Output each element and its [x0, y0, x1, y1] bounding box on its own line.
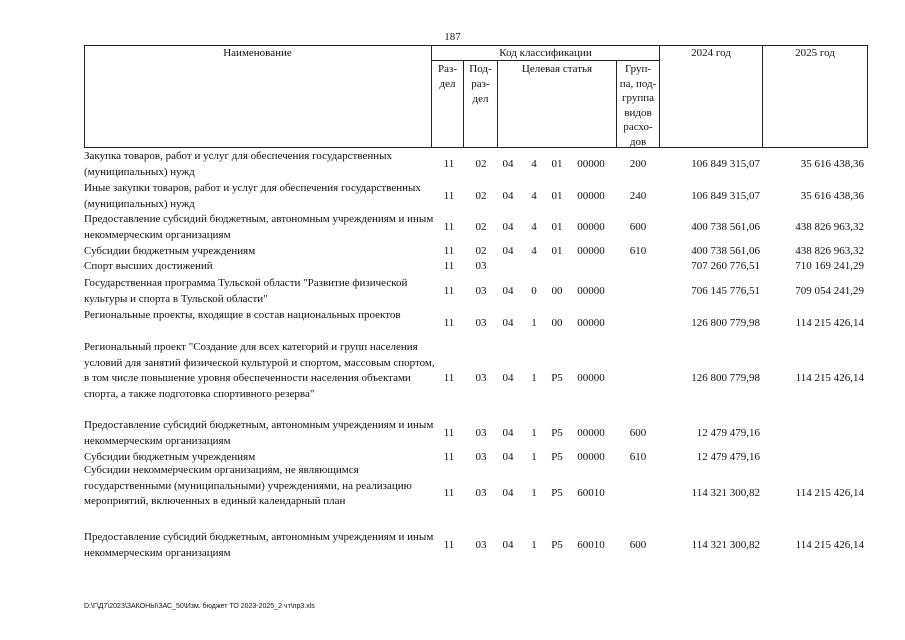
cell-razdel: 11: [443, 539, 455, 551]
cell-t1: 04: [502, 487, 514, 499]
cell-razdel: 11: [443, 158, 455, 170]
cell-podrazdel: 02: [475, 245, 487, 257]
cell-t1: 04: [502, 285, 514, 297]
cell-t1: 04: [502, 317, 514, 329]
cell-t1: 04: [502, 158, 514, 170]
header-razdel: Раз- дел: [437, 63, 457, 90]
cell-2025: 114 215 426,14: [795, 372, 864, 384]
cell-razdel: 11: [443, 245, 455, 257]
cell-group: 600: [629, 539, 647, 551]
cell-t4: 60010: [577, 487, 605, 499]
row-name: Региональный проект "Создание для всех категорий и групп населения условий для занятий физической культурой и спортом, массовым спортом, в том числе повышение уровня обеспеченности населения объектами спорта, а также подготовка спортивного резерва": [84, 341, 435, 400]
row-name: Региональные проекты, входящие в состав национальных проектов: [84, 309, 401, 321]
cell-podrazdel: 02: [475, 190, 487, 202]
cell-razdel: 11: [443, 317, 455, 329]
cell-t3: 00: [551, 285, 563, 297]
row-name: Предоставление субсидий бюджетным, автономным учреждениям и иным некоммерческим организациям: [84, 213, 434, 241]
cell-podrazdel: 03: [475, 285, 487, 297]
cell-group: 610: [629, 245, 647, 257]
cell-t3: P5: [551, 539, 563, 551]
cell-2024: 106 849 315,07: [691, 158, 760, 170]
header-name: Наименование: [223, 47, 292, 59]
cell-t4: 00000: [577, 427, 605, 439]
table-row: [0, 418, 905, 449]
cell-podrazdel: 03: [475, 427, 487, 439]
cell-2025: 114 215 426,14: [795, 317, 864, 329]
table-row: [0, 259, 905, 274]
cell-t1: 04: [502, 221, 514, 233]
cell-2025: 709 054 241,29: [795, 285, 864, 297]
cell-t4: 00000: [577, 245, 605, 257]
cell-podrazdel: 02: [475, 221, 487, 233]
cell-t1: 04: [502, 372, 514, 384]
cell-t3: P5: [551, 487, 563, 499]
cell-t4: 60010: [577, 539, 605, 551]
cell-2024: 12 479 479,16: [696, 451, 760, 463]
cell-podrazdel: 03: [475, 260, 487, 272]
table-row: [0, 149, 905, 180]
cell-2025: 710 169 241,29: [795, 260, 864, 272]
cell-t1: 04: [502, 245, 514, 257]
cell-t4: 00000: [577, 317, 605, 329]
header-group: Груп- па, под- группа видов расхо- дов: [619, 63, 657, 148]
cell-2025: 35 616 438,36: [800, 158, 864, 170]
cell-2024: 400 738 561,06: [691, 221, 760, 233]
header-podrazdel: Под- раз- дел: [469, 63, 492, 105]
cell-2024: 106 849 315,07: [691, 190, 760, 202]
cell-t4: 00000: [577, 190, 605, 202]
table-row: [0, 244, 905, 259]
cell-podrazdel: 02: [475, 158, 487, 170]
cell-razdel: 11: [443, 451, 455, 463]
cell-razdel: 11: [443, 260, 455, 272]
row-name: Иные закупки товаров, работ и услуг для обеспечения государственных (муниципальных) нужд: [84, 182, 421, 210]
cell-t1: 04: [502, 190, 514, 202]
cell-razdel: 11: [443, 372, 455, 384]
cell-podrazdel: 03: [475, 372, 487, 384]
cell-t1: 04: [502, 427, 514, 439]
cell-razdel: 11: [443, 190, 455, 202]
cell-2024: 126 800 779,98: [691, 317, 760, 329]
cell-2024: 707 260 776,51: [691, 260, 760, 272]
cell-group: 200: [629, 158, 647, 170]
header-code: Код классификации: [499, 47, 592, 59]
table-row: [0, 181, 905, 212]
cell-2025: 35 616 438,36: [800, 190, 864, 202]
cell-group: 600: [629, 221, 647, 233]
cell-t2: 1: [531, 427, 537, 439]
cell-t2: 1: [531, 487, 537, 499]
cell-t4: 00000: [577, 285, 605, 297]
cell-t2: 1: [531, 317, 537, 329]
row-name: Предоставление субсидий бюджетным, автономным учреждениям и иным некоммерческим организациям: [84, 531, 434, 559]
cell-t4: 00000: [577, 158, 605, 170]
cell-t3: 01: [551, 158, 563, 170]
row-name: Государственная программа Тульской области "Развитие физической культуры и спорта в Тульской области": [84, 277, 408, 305]
cell-t3: 01: [551, 245, 563, 257]
cell-razdel: 11: [443, 285, 455, 297]
cell-2025: 114 215 426,14: [795, 539, 864, 551]
cell-group: 240: [629, 190, 647, 202]
cell-2024: 12 479 479,16: [696, 427, 760, 439]
cell-podrazdel: 03: [475, 539, 487, 551]
cell-t2: 1: [531, 372, 537, 384]
row-name: Субсидии некоммерческим организациям, не являющимся государственными (муниципальными) учреждениями, на реализацию мероприятий, включенных в единый календарный план: [84, 464, 412, 507]
cell-t1: 04: [502, 451, 514, 463]
cell-t2: 1: [531, 539, 537, 551]
cell-razdel: 11: [443, 221, 455, 233]
cell-t3: P5: [551, 427, 563, 439]
cell-2025: 114 215 426,14: [795, 487, 864, 499]
cell-podrazdel: 03: [475, 487, 487, 499]
cell-podrazdel: 03: [475, 317, 487, 329]
cell-2025: 438 826 963,32: [795, 221, 864, 233]
cell-t3: P5: [551, 372, 563, 384]
header-target: Целевая статья: [521, 63, 593, 75]
table-row: [0, 463, 905, 525]
cell-group: 610: [629, 451, 647, 463]
cell-2024: 706 145 776,51: [691, 285, 760, 297]
cell-t2: 0: [531, 285, 537, 297]
file-path-footer: D:\Г\Д7\2023\ЗАКОНЫ\ЗАС_50\Изм. бюджет ТО 2023-2025_2 чт\пр3.xls: [84, 603, 315, 610]
cell-t4: 00000: [577, 372, 605, 384]
cell-t2: 4: [531, 158, 537, 170]
row-name: Субсидии бюджетным учреждениям: [84, 451, 256, 463]
cell-t2: 4: [531, 221, 537, 233]
table-row: [0, 340, 905, 417]
table-row: [0, 308, 905, 339]
header-2024: 2024 год: [691, 47, 731, 59]
cell-group: 600: [629, 427, 647, 439]
cell-t3: 00: [551, 317, 563, 329]
row-name: Спорт высших достижений: [84, 260, 213, 272]
cell-2024: 114 321 300,82: [691, 539, 760, 551]
cell-2025: 438 826 963,32: [795, 245, 864, 257]
table-row: [0, 276, 905, 307]
header-2025: 2025 год: [795, 47, 835, 59]
cell-t3: 01: [551, 190, 563, 202]
cell-t3: 01: [551, 221, 563, 233]
cell-2024: 114 321 300,82: [691, 487, 760, 499]
row-name: Закупка товаров, работ и услуг для обеспечения государственных (муниципальных) нужд: [84, 150, 393, 178]
cell-2024: 400 738 561,06: [691, 245, 760, 257]
cell-t2: 1: [531, 451, 537, 463]
cell-podrazdel: 03: [475, 451, 487, 463]
cell-2024: 126 800 779,98: [691, 372, 760, 384]
cell-t3: P5: [551, 451, 563, 463]
cell-t2: 4: [531, 245, 537, 257]
table-row: [0, 212, 905, 243]
cell-t1: 04: [502, 539, 514, 551]
cell-t4: 00000: [577, 451, 605, 463]
row-name: Предоставление субсидий бюджетным, автономным учреждениям и иным некоммерческим организациям: [84, 419, 434, 447]
cell-razdel: 11: [443, 427, 455, 439]
table-row: [0, 530, 905, 561]
cell-t2: 4: [531, 190, 537, 202]
cell-t4: 00000: [577, 221, 605, 233]
page-number: 187: [444, 31, 461, 43]
cell-razdel: 11: [443, 487, 455, 499]
row-name: Субсидии бюджетным учреждениям: [84, 245, 256, 257]
